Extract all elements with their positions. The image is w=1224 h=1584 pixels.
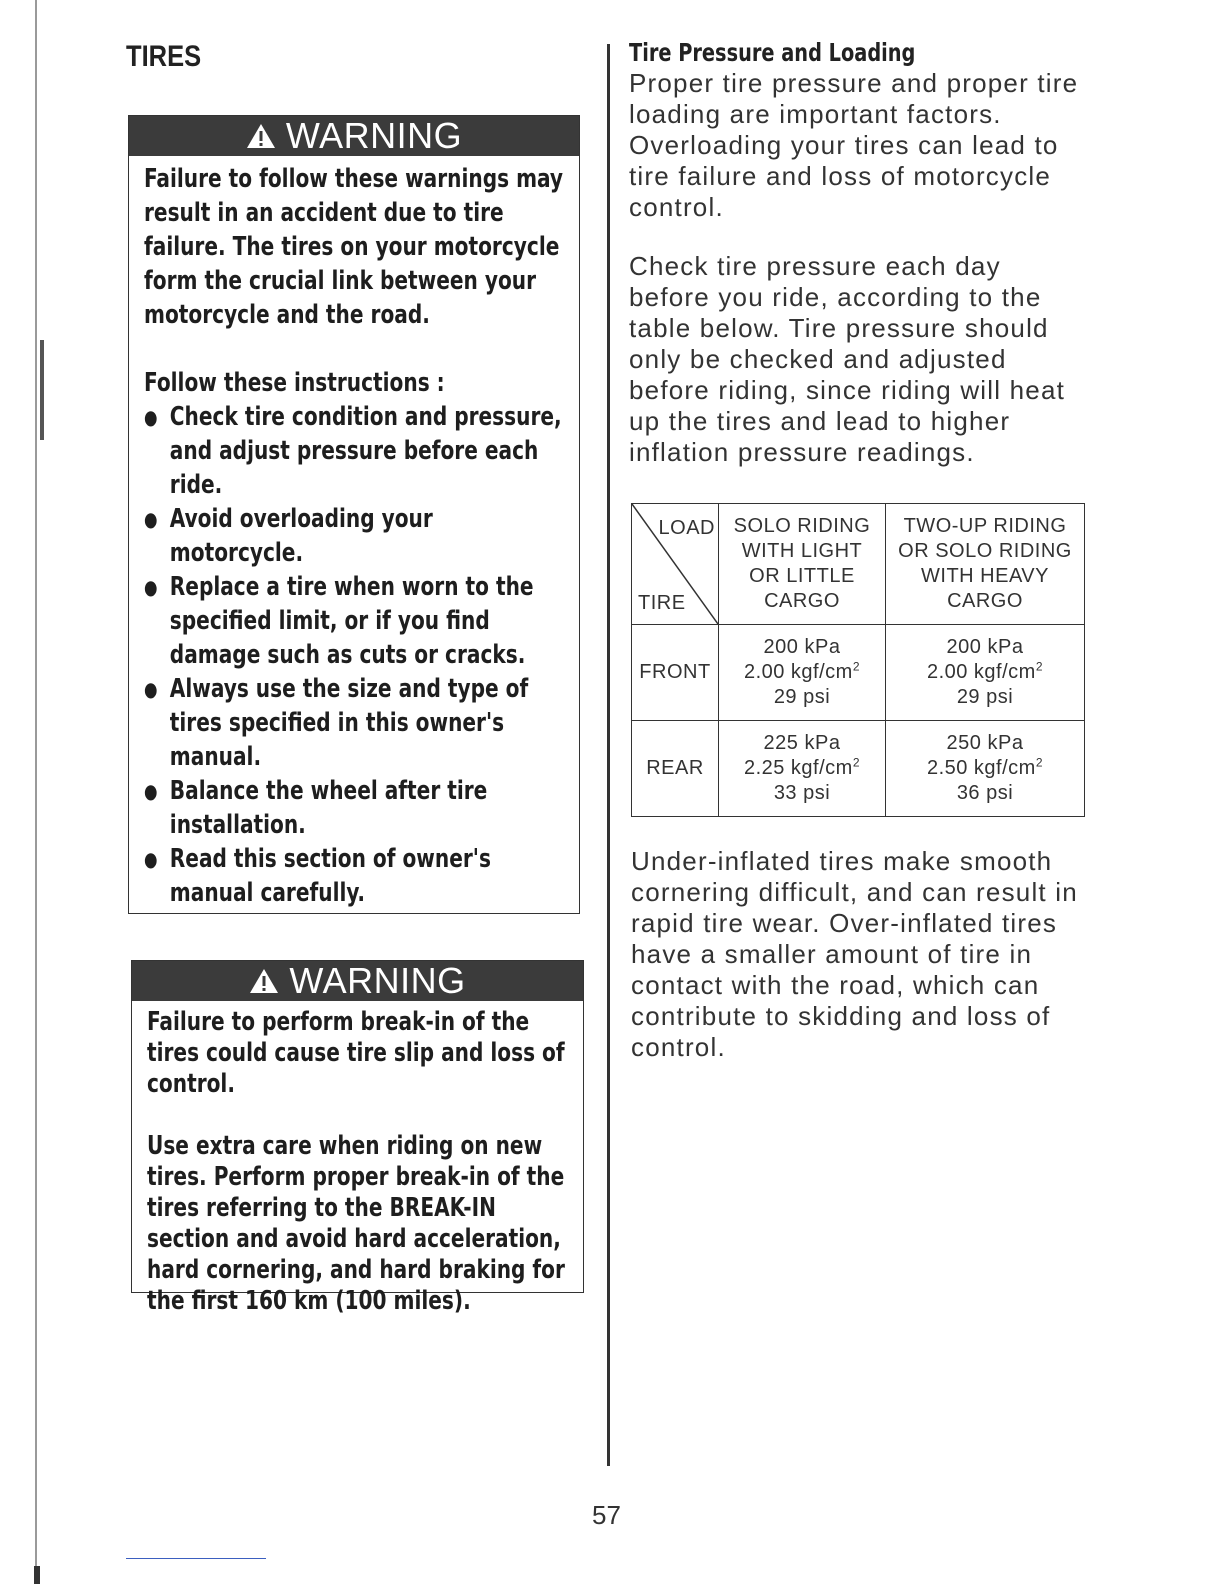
row-label-rear: REAR (632, 721, 719, 817)
row-label-front: FRONT (632, 625, 719, 721)
section-title: TIRES (126, 40, 202, 73)
col-header-solo (719, 504, 886, 625)
paragraph-inflation: Under-inflated tires make smooth cornering difficult, and can result in rapid tire wear. Over-inflated tires have a smaller amount of tire in contact with the road, which can contribute to skidding and loss of control. (631, 846, 1078, 1062)
warning-box-break-in (131, 960, 584, 1316)
list-item: ● Read this section of owner's manual carefully. (144, 842, 568, 910)
warning-box-tire-failure (128, 115, 580, 914)
cell-line: 2.00 kgf/$cm^2$ (743, 659, 861, 683)
table-row (632, 625, 1085, 721)
table-corner-cell (632, 504, 719, 625)
cell-front-solo (719, 625, 886, 721)
col-header-line: WITH HEAVY (921, 565, 1049, 587)
warning-header-text: WARNING (285, 115, 463, 156)
col-header-line: OR LITTLE (749, 565, 855, 587)
right-column (629, 38, 1089, 468)
cell-line: 29 psi (956, 686, 1014, 708)
col-header-line: SOLO RIDING (733, 515, 871, 537)
cell-line: 225 kPa (763, 732, 841, 754)
col-header-line: TWO-UP RIDING (903, 515, 1067, 537)
cell-rear-twoup (886, 721, 1085, 817)
paragraph-intro: Proper tire pressure and proper tire loading are important factors. Overloading your tires can lead to tire failure and loss of motorcycle control. (629, 68, 1079, 222)
cell-line: 33 psi (773, 782, 831, 804)
col-header-line: CARGO (947, 590, 1023, 612)
cell-front-twoup (886, 625, 1085, 721)
list-item: ● Avoid overloading your motorcycle. (144, 502, 568, 570)
instructions-heading: Follow these instructions : (144, 368, 445, 398)
binding-edge (35, 0, 37, 1584)
paragraph-check: Check tire pressure each day before you ride, according to the table below. Tire pressure should only be checked and adjusted before riding, since riding will heat up the tires and lead to higher inflation pressure readings. (629, 251, 1066, 467)
list-item: ● Balance the wheel after tire installation. (144, 774, 568, 842)
binding-mark-bottom (34, 1566, 40, 1584)
cell-line: 200 kPa (763, 636, 841, 658)
warning-header (129, 116, 579, 156)
col-header-line: CARGO (764, 590, 840, 612)
col-header-line: OR SOLO RIDING (898, 540, 1072, 562)
warning-line-1: Failure to perform break-in of the tires could cause tire slip and loss of control. (147, 1007, 565, 1099)
cell-line: 2.25 kgf/$cm^2$ (743, 755, 861, 779)
list-item: ● Check tire condition and pressure, and adjust pressure before each ride. (144, 400, 568, 502)
cell-line: 2.00 kgf/$cm^2$ (926, 659, 1044, 683)
warning-triangle-icon (246, 123, 276, 149)
warning-intro: Failure to follow these warnings may result in an accident due to tire failure. The tires on your motorcycle form the crucial link between your motorcycle and the road. (144, 164, 564, 330)
cell-line: 36 psi (956, 782, 1014, 804)
warning-triangle-icon (249, 968, 279, 994)
list-item: ● Replace a tire when worn to the specified limit, or if you find damage such as cuts or cracks. (144, 570, 568, 672)
warning-body (129, 156, 579, 910)
cell-line: 2.50 kgf/$cm^2$ (926, 755, 1044, 779)
tire-pressure-table (631, 503, 1085, 817)
warning-body (132, 1001, 583, 1317)
cell-rear-solo (719, 721, 886, 817)
instructions-list (144, 400, 565, 910)
cell-line: 29 psi (773, 686, 831, 708)
cell-line: 250 kPa (946, 732, 1024, 754)
warning-header (132, 961, 583, 1001)
warning-header-text: WARNING (289, 960, 466, 1001)
list-item: ● Always use the size and type of tires specified in this owner's manual. (144, 672, 568, 774)
corner-tire-label: TIRE (638, 592, 686, 614)
table-row (632, 721, 1085, 817)
corner-load-label: LOAD (658, 517, 715, 539)
page-number: 57 (592, 1500, 621, 1530)
col-header-line: WITH LIGHT (741, 540, 863, 562)
warning-line-2: Use extra care when riding on new tires. Perform proper break-in of the tires referring to the BREAK-IN section and avoid hard acceleration, hard cornering, and hard braking for the first 160 km (100 miles). (147, 1131, 565, 1316)
subsection-title: Tire Pressure and Loading (629, 38, 916, 67)
footer-line (126, 1558, 266, 1559)
cell-line: 200 kPa (946, 636, 1024, 658)
col-header-twoup (886, 504, 1085, 625)
column-divider (607, 44, 610, 1466)
binding-mark (40, 340, 44, 440)
